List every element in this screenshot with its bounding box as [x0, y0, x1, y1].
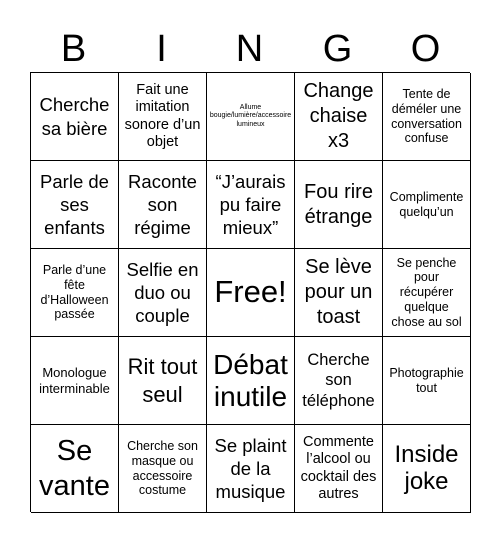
bingo-cell-r2-c4[interactable]: Fou rire étrange [295, 161, 383, 249]
bingo-cell-r1-c2[interactable]: Fait une imitation sonore d’un objet [119, 73, 207, 161]
header-letter-g: G [322, 28, 354, 70]
header-letter-o: O [410, 28, 442, 70]
bingo-cell-r5-c5[interactable]: Inside joke [383, 425, 471, 513]
bingo-cell-r5-c1[interactable]: Se vante [31, 425, 119, 513]
bingo-cell-r3-c1[interactable]: Parle d’une fête d’Halloween passée [31, 249, 119, 337]
header-letter-b: B [60, 28, 88, 70]
bingo-cell-r3-c5[interactable]: Se penche pour récupérer quelque chose au sol [383, 249, 471, 337]
bingo-cell-r3-c4[interactable]: Se lève pour un toast [295, 249, 383, 337]
bingo-cell-r5-c3[interactable]: Se plaint de la musique [207, 425, 295, 513]
bingo-cell-r4-c3[interactable]: Débat inutile [207, 337, 295, 425]
bingo-cell-r4-c5[interactable]: Photographie tout [383, 337, 471, 425]
header-letter-n: N [235, 28, 265, 70]
bingo-grid [30, 72, 470, 512]
header-letter-i: I [156, 28, 168, 70]
bingo-cell-r2-c2[interactable]: Raconte son régime [119, 161, 207, 249]
bingo-cell-r3-c2[interactable]: Selfie en duo ou couple [119, 249, 207, 337]
bingo-cell-r2-c1[interactable]: Parle de ses enfants [31, 161, 119, 249]
bingo-cell-r5-c2[interactable]: Cherche son masque ou accessoire costume [119, 425, 207, 513]
bingo-header [30, 26, 470, 72]
bingo-cell-r4-c1[interactable]: Monologue interminable [31, 337, 119, 425]
bingo-cell-r1-c4[interactable]: Change chaise x3 [295, 73, 383, 161]
bingo-cell-r1-c3[interactable]: Allume bougie/lumière/accessoire lumineux [207, 73, 295, 161]
bingo-cell-r2-c3[interactable]: “J’aurais pu faire mieux” [207, 161, 295, 249]
bingo-cell-r5-c4[interactable]: Commente l’alcool ou cocktail des autres [295, 425, 383, 513]
bingo-cell-free[interactable]: Free! [207, 249, 295, 337]
bingo-cell-r1-c5[interactable]: Tente de déméler une conversation confuse [383, 73, 471, 161]
bingo-cell-r2-c5[interactable]: Complimente quelqu’un [383, 161, 471, 249]
bingo-cell-r4-c4[interactable]: Cherche son téléphone [295, 337, 383, 425]
bingo-cell-r4-c2[interactable]: Rit tout seul [119, 337, 207, 425]
bingo-cell-r1-c1[interactable]: Cherche sa bière [31, 73, 119, 161]
